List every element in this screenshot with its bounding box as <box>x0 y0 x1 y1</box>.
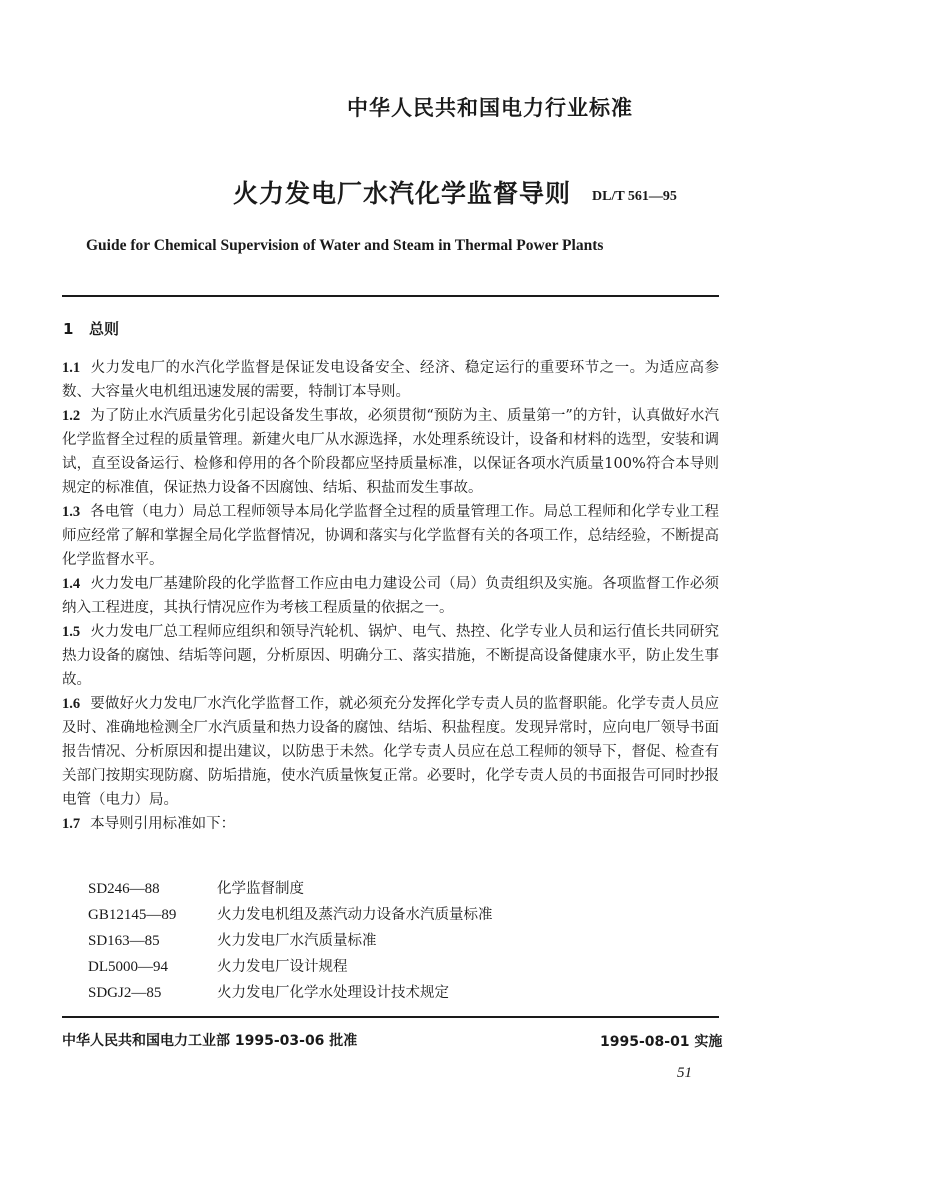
reference-code: GB12145—89 <box>88 907 177 923</box>
paragraph-text: 火力发电厂的水汽化学监督是保证发电设备安全、经济、稳定运行的重要环节之一。为适应高参数、大容量火电机组迅速发展的需要，特制订本导则。 <box>62 360 719 400</box>
paragraph-number: 1.6 <box>62 696 81 712</box>
reference-item <box>88 902 493 928</box>
reference-title: 火力发电机组及蒸汽动力设备水汽质量标准 <box>217 907 493 923</box>
reference-item <box>88 980 493 1006</box>
paragraph <box>62 500 719 572</box>
paragraph-text: 要做好火力发电厂水汽化学监督工作，就必须充分发挥化学专责人员的监督职能。化学专责人员应及时、准确地检测全厂水汽质量和热力设备的腐蚀、结垢、积盐程度。发现异常时，应向电厂领导书面报告情况、分析原因和提出建议，以防患于未然。化学专责人员应在总工程师的领导下，督促、检查有关部门按期实现防腐、防垢措施，使水汽质量恢复正常。必要时，化学专责人员的书面报告可同时抄报电管（电力）局。 <box>62 696 719 808</box>
paragraph <box>62 404 719 500</box>
reference-title: 火力发电厂设计规程 <box>217 959 348 975</box>
reference-title: 火力发电厂化学水处理设计技术规定 <box>217 985 449 1001</box>
reference-list <box>88 876 493 1006</box>
paragraph <box>62 572 719 620</box>
paragraph-text: 各电管（电力）局总工程师领导本局化学监督全过程的质量管理工作。局总工程师和化学专业工程师应经常了解和掌握全局化学监督情况，协调和落实与化学监督有关的各项工作，总结经验，不断提高化学监督水平。 <box>62 504 719 568</box>
paragraph <box>62 692 719 812</box>
reference-item <box>88 876 493 902</box>
paragraph-number: 1.1 <box>62 360 81 376</box>
paragraph-text: 本导则引用标准如下： <box>90 816 236 832</box>
paragraph-number: 1.5 <box>62 624 81 640</box>
title-english: Guide for Chemical Supervision of Water and Steam in Thermal Power Plants <box>86 237 604 254</box>
paragraph-number: 1.7 <box>62 816 81 832</box>
paragraph-text: 火力发电厂总工程师应组织和领导汽轮机、锅炉、电气、热控、化学专业人员和运行值长共同研究热力设备的腐蚀、结垢等问题，分析原因、明确分工、落实措施，不断提高设备健康水平，防止发生事故。 <box>62 624 719 688</box>
section-title: 总则 <box>89 320 120 338</box>
paragraph <box>62 620 719 692</box>
paragraph-number: 1.2 <box>62 408 81 424</box>
paragraph <box>62 356 719 404</box>
reference-title: 化学监督制度 <box>217 881 304 897</box>
reference-code: SD163—85 <box>88 933 160 949</box>
approval-note: 中华人民共和国电力工业部 1995-03-06 批准 <box>62 1033 358 1049</box>
page-number: 51 <box>677 1065 692 1081</box>
standard-code: DL/T 561—95 <box>592 189 677 204</box>
reference-item <box>88 954 493 980</box>
section-number: 1 <box>63 320 74 338</box>
reference-code: DL5000—94 <box>88 959 168 975</box>
body-text <box>62 356 719 836</box>
reference-title: 火力发电厂水汽质量标准 <box>217 933 377 949</box>
implementation-date: 1995-08-01 实施 <box>600 1034 723 1050</box>
paragraph <box>62 812 719 836</box>
reference-code: SD246—88 <box>88 881 160 897</box>
standard-header: 中华人民共和国电力行业标准 <box>347 96 633 120</box>
section-heading <box>63 318 119 339</box>
reference-item <box>88 928 493 954</box>
paragraph-number: 1.4 <box>62 576 81 592</box>
paragraph-number: 1.3 <box>62 504 81 520</box>
footer-rule <box>62 1016 719 1018</box>
paragraph-text: 火力发电厂基建阶段的化学监督工作应由电力建设公司（局）负责组织及实施。各项监督工作必须纳入工程进度，其执行情况应作为考核工程质量的依据之一。 <box>62 576 719 616</box>
document-title <box>233 174 571 210</box>
title-chinese: 火力发电厂水汽化学监督导则 <box>233 179 572 208</box>
reference-code: SDGJ2—85 <box>88 985 162 1001</box>
paragraph-text: 为了防止水汽质量劣化引起设备发生事故，必须贯彻“预防为主、质量第一”的方针，认真做好水汽化学监督全过程的质量管理。新建火电厂从水源选择，水处理系统设计，设备和材料的选型，安装和调试，直至设备运行、检修和停用的各个阶段都应坚持质量标准，以保证各项水汽质量100%符合本导则规定的标准值，保证热力设备不因腐蚀、结垢、积盐而发生事故。 <box>62 408 719 496</box>
header-rule <box>62 295 719 297</box>
